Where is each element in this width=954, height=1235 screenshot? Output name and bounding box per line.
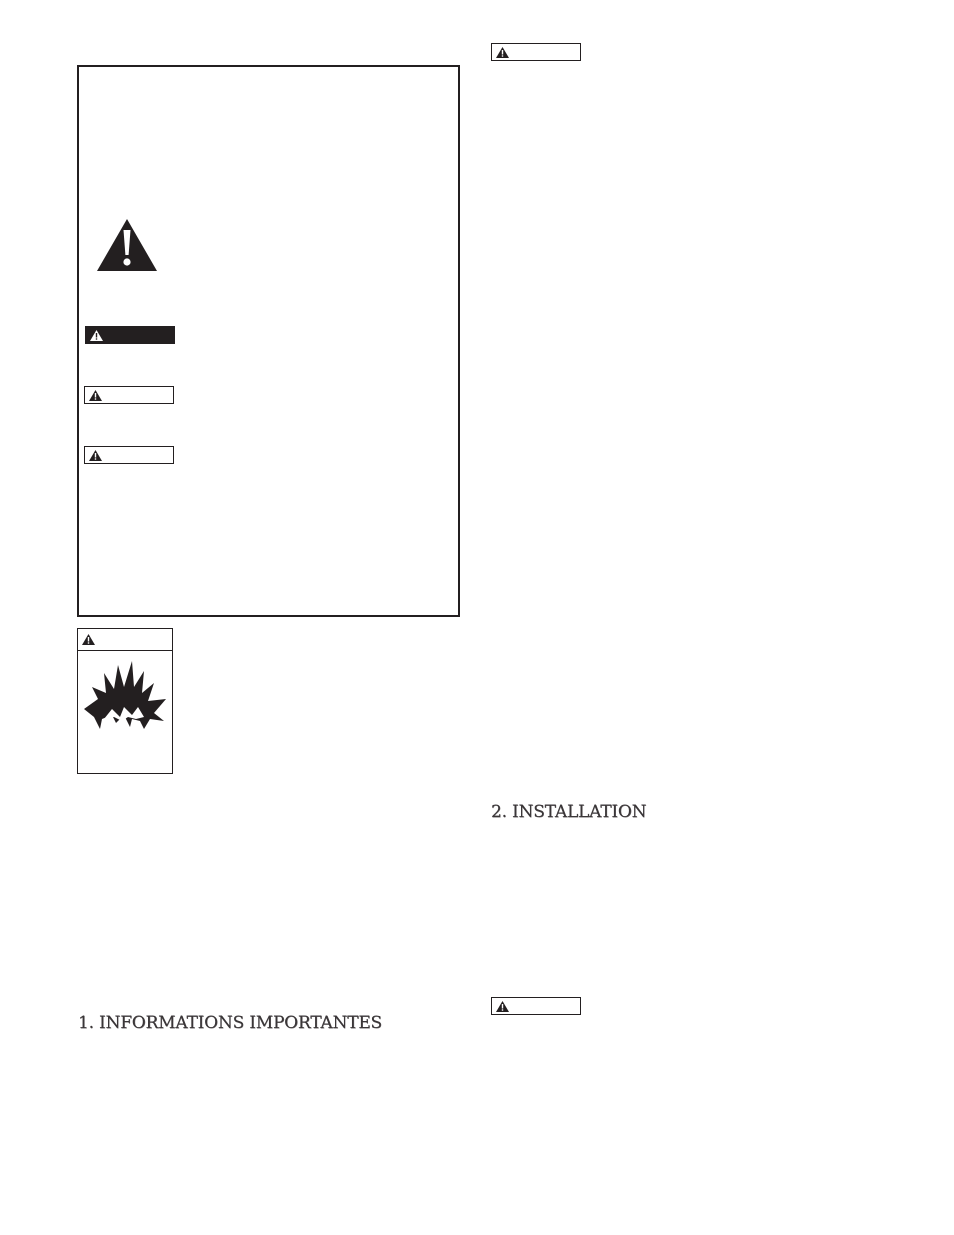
section-heading-informations: 1. INFORMATIONS IMPORTANTES: [78, 1013, 382, 1033]
warning-triangle-icon: [496, 47, 509, 58]
warning-signal-badge: [491, 43, 581, 61]
warning-triangle-icon: [89, 450, 102, 461]
explosion-icon: [82, 659, 168, 735]
caution-signal-badge: [84, 446, 174, 464]
warning-triangle-icon: [90, 330, 103, 341]
warning-signal-badge: [78, 629, 172, 651]
warning-triangle-icon: [82, 634, 95, 645]
explosion-warning-panel: [77, 628, 173, 774]
warning-triangle-icon: [89, 390, 102, 401]
exclamation-triangle-icon: [96, 218, 158, 272]
warning-signal-badge: [84, 386, 174, 404]
warning-triangle-icon: [496, 1001, 509, 1012]
warning-signal-badge: [491, 997, 581, 1015]
section-heading-installation: 2. INSTALLATION: [491, 802, 647, 822]
danger-signal-badge: [85, 326, 175, 344]
